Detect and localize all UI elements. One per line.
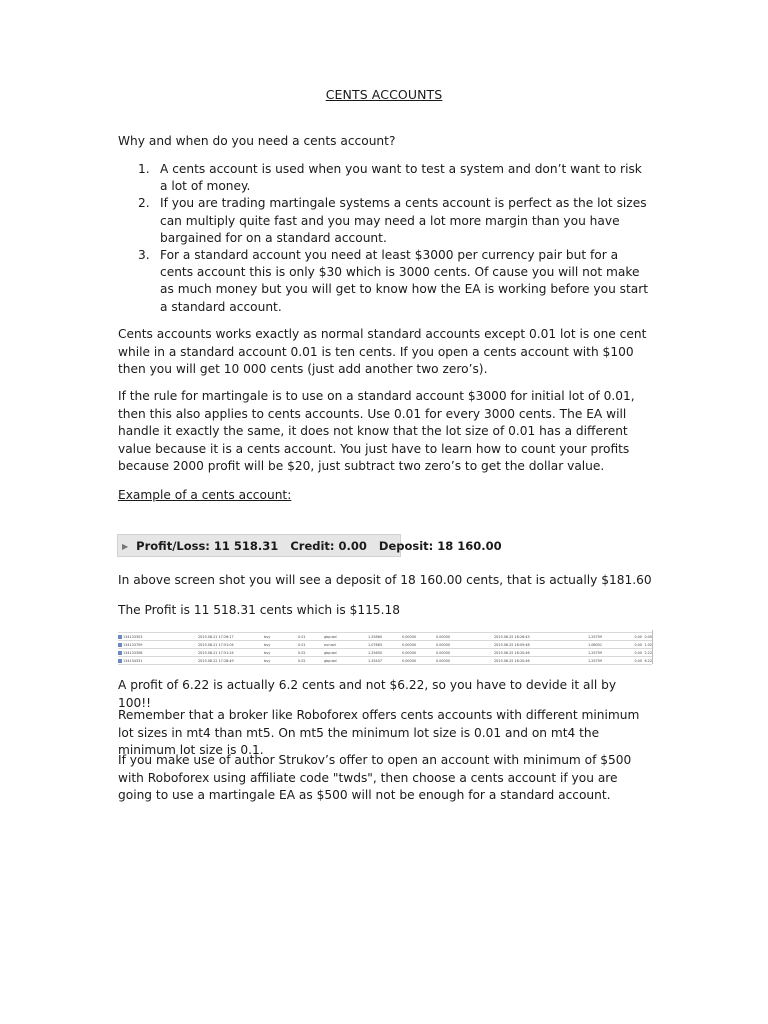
- table-cell: [436, 649, 494, 657]
- cell-value: 1.08001: [587, 642, 602, 647]
- example-heading: Example of a cents account:: [118, 488, 292, 502]
- table-cell: [562, 633, 602, 641]
- cell-value: buy: [264, 650, 271, 655]
- table-cell: [602, 641, 642, 649]
- table-cell: [118, 649, 198, 657]
- profit-loss-value: Profit/Loss: 11 518.31: [136, 539, 279, 553]
- account-summary-strip: [117, 534, 502, 557]
- cell-value: 2023.08.22 17:28:49: [198, 658, 234, 663]
- table-cell: [368, 633, 402, 641]
- cell-value: 1.25407: [368, 658, 383, 663]
- paragraph-deposit: In above screen shot you will see a deposit of 18 160.00 cents, that is actually $181.60: [118, 573, 652, 587]
- trade-icon: [118, 643, 122, 647]
- list-item-text: A cents account is used when you want to test a system and don’t want to risk a lot of money.: [160, 162, 642, 194]
- table-cell: [264, 657, 298, 665]
- cell-value: gbpusd: [324, 634, 337, 639]
- table-cell: [642, 657, 652, 665]
- cell-value: 2023.08.25 18:26:43: [494, 634, 530, 639]
- table-cell: [368, 657, 402, 665]
- cell-value: 1.25799: [587, 634, 602, 639]
- paragraph-cents-vs-standard: Cents accounts works exactly as normal standard accounts except 0.01 lot is one cent while in a standard account 0.01 is ten cents. If you open a cents account with $100 then you will get 10 000 cents (just add another two zero’s).: [118, 327, 647, 377]
- table-cell: [402, 633, 436, 641]
- table-cell: [324, 641, 368, 649]
- cell-value: 2023.08.21 17:51:24: [198, 650, 234, 655]
- cell-value: 0.00000: [402, 642, 417, 647]
- table-cell: [118, 657, 198, 665]
- cell-value: 2.22: [644, 650, 652, 655]
- cell-value: 0.00: [634, 634, 642, 639]
- list-item: [138, 161, 652, 195]
- table-cell: [264, 649, 298, 657]
- cell-value: 0.00000: [402, 658, 417, 663]
- paragraph-affiliate-offer: If you make use of author Strukov’s offer to open an account with minimum of $500 with Roboforex using affiliate code "twds", then choose a cents account if you are going to use a martingale EA as $500 will not be enough for a standard account.: [118, 753, 632, 803]
- cell-value: 0.00: [634, 642, 642, 647]
- cell-value: 0.00: [634, 650, 642, 655]
- cell-value: buy: [264, 642, 271, 647]
- table-cell: [602, 633, 642, 641]
- table-cell: [494, 641, 562, 649]
- table-cell: [562, 657, 602, 665]
- table-cell: [368, 641, 402, 649]
- list-number: 1.: [138, 162, 150, 176]
- table-cell: [198, 657, 264, 665]
- cell-value: 0.00000: [436, 634, 451, 639]
- paragraph-profit-explanation: A profit of 6.22 is actually 6.2 cents and not $6.22, so you have to devide it all by 100!!: [118, 678, 617, 710]
- cell-value: 1.25799: [587, 658, 602, 663]
- question-text: Why and when do you need a cents account?: [118, 134, 396, 148]
- table-cell: [436, 657, 494, 665]
- cell-value: 134133308: [123, 650, 143, 655]
- table-cell: [198, 641, 264, 649]
- table-cell: [298, 649, 324, 657]
- list-number: 3.: [138, 248, 150, 263]
- reasons-list: [138, 161, 652, 316]
- credit-value: Credit: 0.00: [290, 539, 367, 553]
- cell-value: buy: [264, 634, 271, 639]
- table-row: [118, 641, 652, 649]
- table-cell: [494, 657, 562, 665]
- table-row: [118, 633, 652, 641]
- table-cell: [494, 649, 562, 657]
- cell-value: 0.02: [298, 658, 306, 663]
- cell-value: 6.22: [644, 658, 652, 663]
- cell-value: 0.00: [644, 634, 652, 639]
- cell-value: 0.02: [298, 650, 306, 655]
- table-cell: [602, 649, 642, 657]
- cell-value: 2023.08.25 18:09:48: [494, 642, 530, 647]
- table-cell: [642, 641, 652, 649]
- table-row: [118, 649, 652, 657]
- cell-value: eurusd: [324, 642, 336, 647]
- paragraph-profit: The Profit is 11 518.31 cents which is $115.18: [118, 603, 401, 617]
- table-cell: [264, 633, 298, 641]
- paragraph-roboforex-lot-sizes: Remember that a broker like Roboforex offers cents accounts with different minimum lot sizes in mt4 than mt5. On mt5 the minimum lot size is 0.01 and on mt4 the minimum lot size is 0.1.: [118, 708, 640, 758]
- table-cell: [562, 649, 602, 657]
- cell-value: 0.00000: [402, 650, 417, 655]
- cell-value: 1.25860: [368, 634, 383, 639]
- table-cell: [642, 649, 652, 657]
- cell-value: 0.00000: [436, 658, 451, 663]
- table-cell: [368, 649, 402, 657]
- cell-value: gbpusd: [324, 650, 337, 655]
- cell-value: 1.25650: [368, 650, 383, 655]
- table-cell: [298, 633, 324, 641]
- cell-value: 134134331: [123, 658, 143, 663]
- table-cell: [298, 657, 324, 665]
- cell-value: 1.02: [644, 642, 652, 647]
- list-number: 2.: [138, 196, 150, 211]
- table-cell: [118, 633, 198, 641]
- table-cell: [436, 633, 494, 641]
- document-title: CENTS ACCOUNTS: [325, 87, 443, 102]
- cell-value: 0.01: [298, 642, 306, 647]
- table-cell: [562, 641, 602, 649]
- cell-value: buy: [264, 658, 271, 663]
- arrow-icon: ▶: [122, 542, 129, 551]
- table-cell: [436, 641, 494, 649]
- cell-value: 2023.08.21 17:26:17: [198, 634, 234, 639]
- list-item-text: For a standard account you need at least $3000 per currency pair but for a cents account this is only $30 which is 3000 cents. Of cause you will not make as much money but you will get to know how the EA is working before you start a standard account.: [160, 248, 649, 314]
- cell-value: gbpusd: [324, 658, 337, 663]
- table-cell: [198, 649, 264, 657]
- trade-history-table: [118, 632, 652, 665]
- cell-value: 0.00000: [436, 650, 451, 655]
- table-cell: [298, 641, 324, 649]
- paragraph-martingale-rule: If the rule for martingale is to use on a standard account $3000 for initial lot of 0.01, then this also applies to cents accounts. Use 0.01 for every 3000 cents. The EA will handle it exactly the same, it does not know that the lot size of 0.01 has a different value because it is a cents account. You just have to learn how to count your profits because 2000 profit will be $20, just subtract two zero’s to get the dollar value.: [118, 389, 635, 474]
- table-cell: [402, 641, 436, 649]
- trade-icon: [118, 659, 122, 663]
- cell-value: 2023.08.25 18:20:46: [494, 658, 530, 663]
- table-row: [118, 657, 652, 665]
- table-cell: [324, 649, 368, 657]
- cell-value: 2023.08.21 17:51:04: [198, 642, 234, 647]
- cell-value: 0.01: [298, 634, 306, 639]
- list-item: [138, 195, 652, 247]
- table-cell: [198, 633, 264, 641]
- list-item-text: If you are trading martingale systems a cents account is perfect as the lot sizes can multiply quite fast and you may need a lot more margin than you have bargained for on a standard account.: [160, 196, 647, 245]
- cell-value: 2023.08.25 18:20:46: [494, 650, 530, 655]
- cell-value: 1.25799: [587, 650, 602, 655]
- trade-icon: [118, 635, 122, 639]
- table-cell: [264, 641, 298, 649]
- table-cell: [402, 657, 436, 665]
- table-edge: [652, 630, 653, 664]
- table-cell: [642, 633, 652, 641]
- table-cell: [402, 649, 436, 657]
- cell-value: 0.00: [634, 658, 642, 663]
- list-item: [138, 247, 652, 316]
- cell-value: 0.00000: [402, 634, 417, 639]
- cell-value: 0.00000: [436, 642, 451, 647]
- table-cell: [602, 657, 642, 665]
- table-cell: [494, 633, 562, 641]
- table-cell: [324, 657, 368, 665]
- trade-icon: [118, 651, 122, 655]
- cell-value: 134133303: [123, 634, 143, 639]
- table-cell: [118, 641, 198, 649]
- cell-value: 1.07663: [368, 642, 383, 647]
- deposit-value: Deposit: 18 160.00: [378, 539, 502, 553]
- table-cell: [324, 633, 368, 641]
- cell-value: 134133709: [123, 642, 143, 647]
